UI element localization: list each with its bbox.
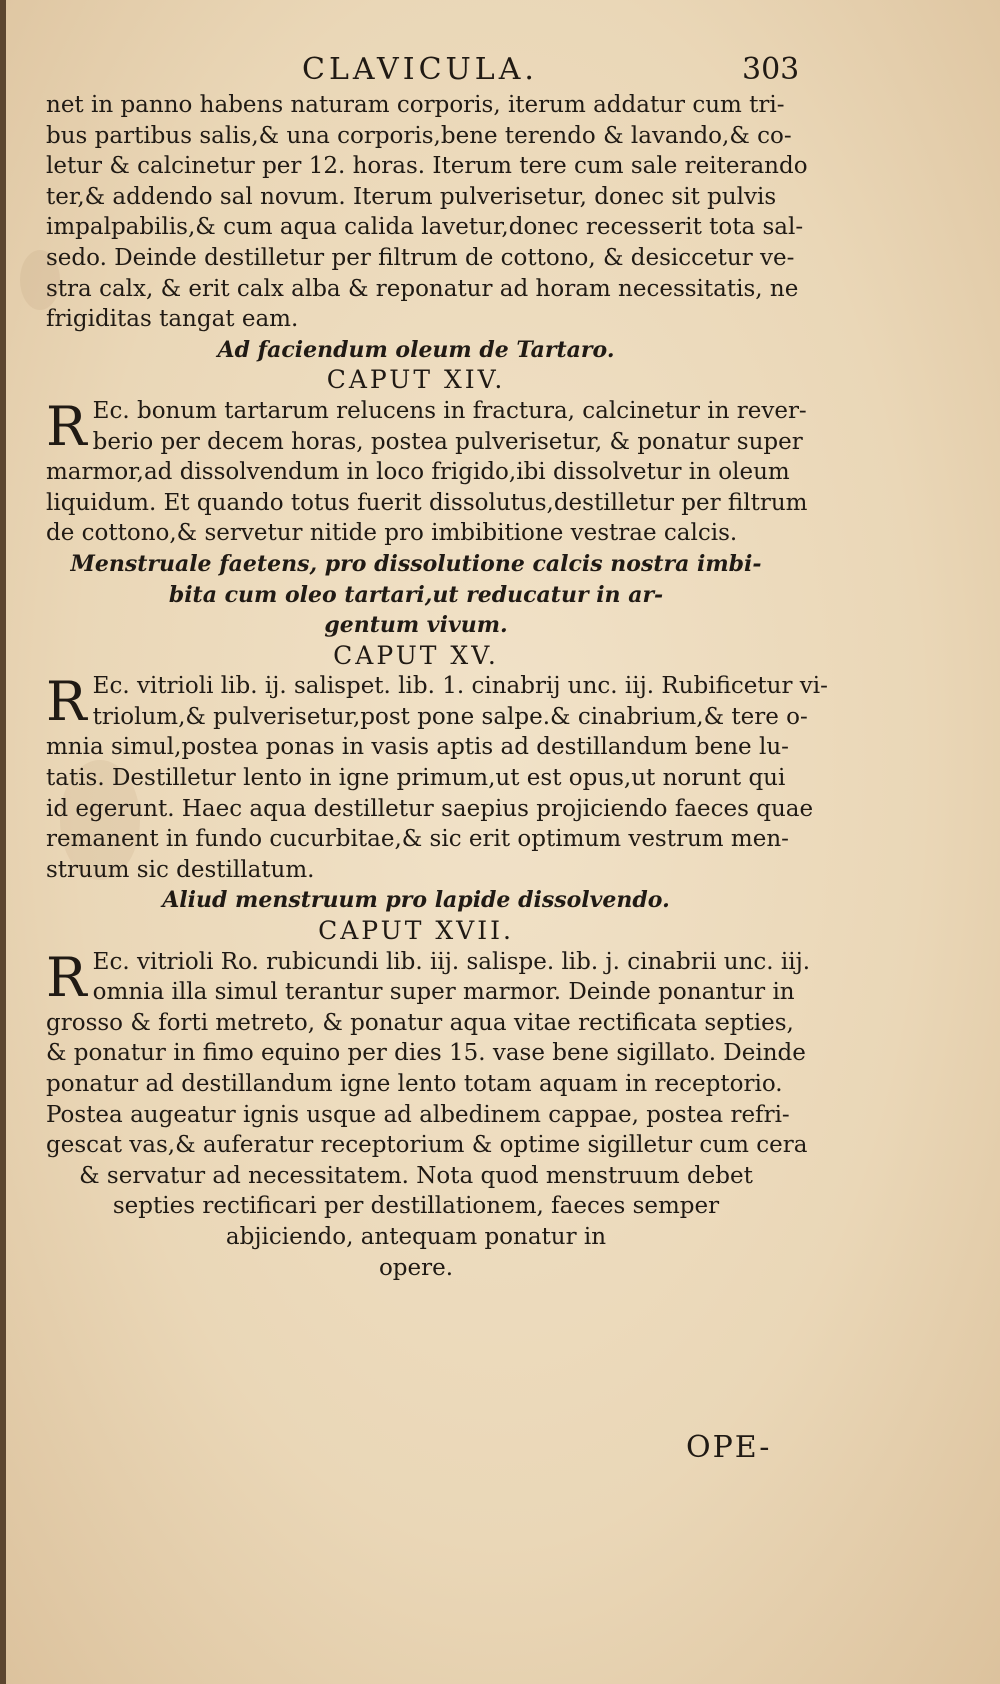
page-body [46,90,828,1283]
text-line: Ec. bonum tartarum relucens in fractura, calcinetur in rever- [92,397,807,424]
chapter-heading: CAPUT XVII. [318,916,514,946]
section-rubric: gentum vivum. [324,612,508,639]
text-line: ter,& addendo sal novum. Iterum pulverisetur, donec sit pulvis [46,183,777,210]
text-line: id egerunt. Haec aqua destilletur saepius projiciendo faeces quae [46,795,814,822]
text-line: stra calx, & erit calx alba & reponatur ad horam necessitatis, ne [46,275,799,302]
chapter-heading: CAPUT XV. [333,640,499,670]
running-title: CLAVICULA. [302,52,538,87]
page-header [0,52,1000,92]
text-line: septies rectificari per destillationem, faeces semper [112,1193,720,1220]
chapter-paragraph [46,670,828,885]
text-line: abjiciendo, antequam ponatur in [225,1223,607,1250]
text-line: Ec. vitrioli Ro. rubicundi lib. iij. salispe. lib. j. cinabrii unc. iij. [92,948,811,975]
text-line: triolum,& pulverisetur,post pone salpe.& cinabrium,& tere o- [92,703,808,730]
text-line: bus partibus salis,& una corporis,bene terendo & lavando,& co- [46,122,792,149]
chapter-heading: CAPUT XIV. [326,365,506,395]
text-line: struum sic destillatum. [46,856,315,883]
intro-paragraph [46,90,808,335]
text-line: ponatur ad destillandum igne lento totam aquam in receptorio. [46,1071,783,1097]
text-line: remanent in fundo cucurbitae,& sic erit optimum vestrum men- [46,826,789,853]
text-line: mnia simul,postea ponas in vasis aptis ad destillandum bene lu- [46,734,789,761]
text-line: omnia illa simul terantur super marmor. Deinde ponantur in [92,979,795,1006]
section-rubric: bita cum oleo tartari,ut reducatur in ar- [168,581,664,608]
chapter-paragraph [46,945,811,1284]
drop-cap: R [46,945,87,1009]
text-line: letur & calcinetur per 12. horas. Iterum tere cum sale reiterando [46,153,808,180]
catchword: OPE- [686,1430,772,1465]
chapter-paragraph [46,394,808,549]
drop-cap: R [46,670,87,734]
text-line: liquidum. Et quando totus fuerit dissolutus,destilletur per filtrum [46,489,808,516]
text-line: berio per decem horas, postea pulverisetur, & ponatur super [92,428,803,455]
text-line: Postea augeatur ignis usque ad albedinem cappae, postea refri- [46,1101,790,1128]
text-line: frigiditas tangat eam. [46,306,299,333]
text-line: marmor,ad dissolvendum in loco frigido,ibi dissolvetur in oleum [46,459,790,486]
section-rubric: Menstruale faetens, pro dissolutione calcis nostra imbi- [70,550,762,577]
page-gutter [0,0,6,1684]
text-line: tatis. Destilletur lento in igne primum,ut est opus,ut norunt qui [46,765,786,792]
section-rubric: Aliud menstruum pro lapide dissolvendo. [162,887,670,914]
text-line: Ec. vitrioli lib. ij. salispet. lib. 1. cinabrij unc. iij. Rubificetur vi- [92,673,828,700]
text-line: sedo. Deinde destilletur per filtrum de cottono, & desiccetur ve- [46,244,795,271]
text-line: grosso & forti metreto, & ponatur aqua vitae rectificata septies, [46,1009,794,1036]
drop-cap: R [46,394,87,458]
page-number: 303 [742,52,800,87]
text-line: gescat vas,& auferatur receptorium & optime sigilletur cum cera [46,1132,808,1159]
section-rubric: Ad faciendum oleum de Tartaro. [217,336,615,363]
text-line: & ponatur in fimo equino per dies 15. vase bene sigillato. Deinde [46,1040,806,1067]
text-line: impalpabilis,& cum aqua calida lavetur,donec recesserit tota sal- [46,214,804,241]
text-line: opere. [378,1254,454,1281]
text-line: de cottono,& servetur nitide pro imbibitione vestrae calcis. [46,520,738,547]
text-line: & servatur ad necessitatem. Nota quod menstruum debet [79,1162,753,1189]
text-line: net in panno habens naturam corporis, iterum addatur cum tri- [46,92,785,118]
